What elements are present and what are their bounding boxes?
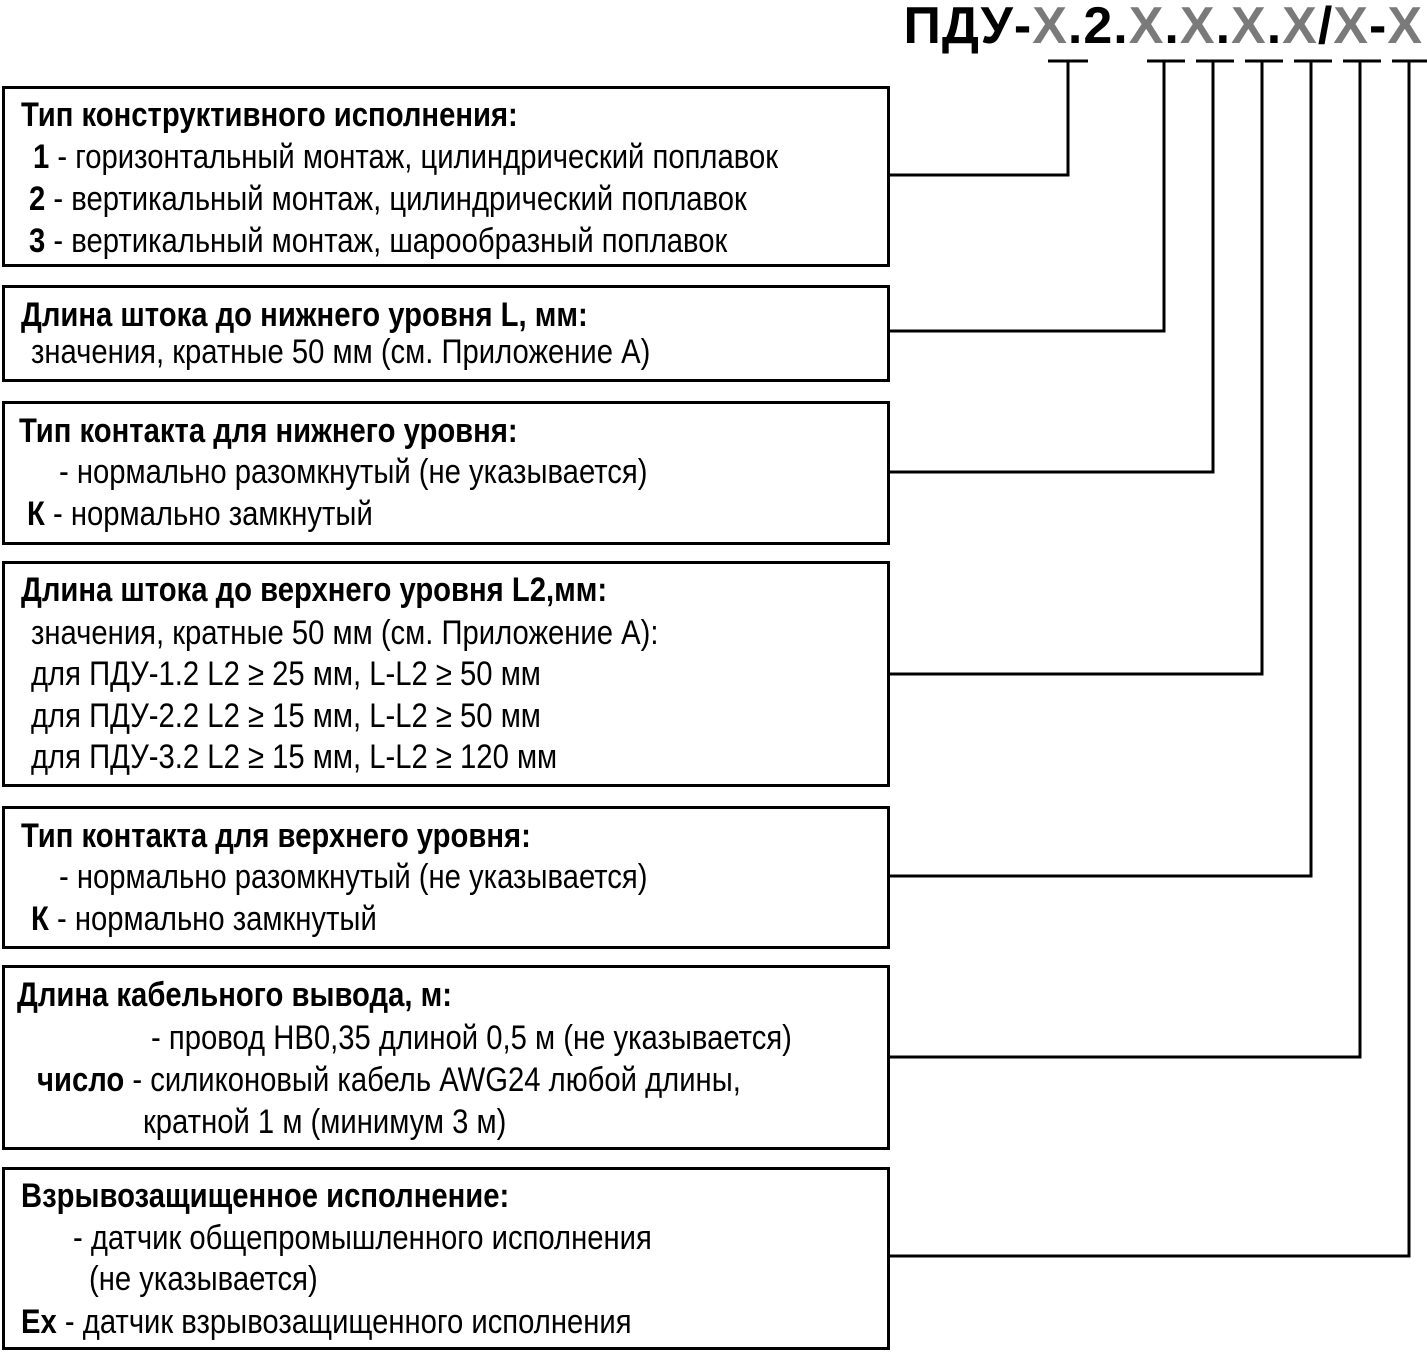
- code-sep: .: [1164, 0, 1180, 55]
- code-field-ex: X: [1387, 0, 1423, 55]
- code-sep: .2.: [1067, 0, 1129, 55]
- section-design-type: [2, 86, 890, 267]
- option-line: кратной 1 м (минимум 3 м): [143, 1103, 507, 1141]
- option-line: значения, кратные 50 мм (см. Приложение А): [31, 333, 651, 371]
- section-cable: [2, 965, 890, 1150]
- section-title: Длина штока до нижнего уровня L, мм:: [21, 296, 588, 334]
- section-title: Взрывозащищенное исполнение:: [21, 1177, 510, 1215]
- code-sep: .: [1215, 0, 1232, 55]
- section-title: Тип контакта для верхнего уровня:: [21, 817, 531, 855]
- option-line: - нормально разомкнутый (не указывается): [59, 453, 648, 491]
- option-line: значения, кратные 50 мм (см. Приложение А):: [31, 614, 659, 652]
- order-code: [903, 0, 1423, 56]
- code-sep: -: [1368, 0, 1388, 55]
- code-field-length-l: X: [1128, 0, 1165, 55]
- option-line: 1 - горизонтальный монтаж, цилиндрический поплавок: [33, 138, 779, 176]
- section-length-l2: [2, 561, 890, 787]
- option-line: 2 - вертикальный монтаж, цилиндрический поплавок: [29, 180, 747, 218]
- option-line: - датчик общепромышленного исполнения: [73, 1219, 652, 1257]
- option-line: Ex - датчик взрывозащищенного исполнения: [21, 1303, 632, 1341]
- leader-design: [890, 61, 1068, 175]
- code-field-contact-low: X: [1179, 0, 1216, 55]
- option-line: - нормально разомкнутый (не указывается): [59, 858, 648, 896]
- code-sep: /: [1317, 0, 1334, 55]
- section-title: Длина кабельного вывода, м:: [17, 976, 452, 1014]
- section-ex: [2, 1167, 890, 1350]
- leader-contact-low: [890, 61, 1213, 472]
- option-line: 3 - вертикальный монтаж, шарообразный поплавок: [29, 222, 728, 260]
- leader-contact-high: [890, 61, 1311, 876]
- option-line: число - силиконовый кабель AWG24 любой длины,: [37, 1061, 741, 1099]
- code-sep: .: [1266, 0, 1283, 55]
- code-field-contact-high: X: [1282, 0, 1318, 55]
- leader-ex: [888, 61, 1409, 1256]
- option-line: К - нормально замкнутый: [31, 900, 377, 938]
- code-prefix: ПДУ: [903, 0, 1014, 55]
- option-line: для ПДУ-2.2 L2 ≥ 15 мм, L-L2 ≥ 50 мм: [31, 697, 541, 735]
- section-contact-low: [2, 401, 890, 545]
- option-line: для ПДУ-1.2 L2 ≥ 25 мм, L-L2 ≥ 50 мм: [31, 655, 541, 693]
- code-field-length-l2: X: [1231, 0, 1267, 55]
- code-sep: -: [1013, 0, 1033, 55]
- section-title: Тип конструктивного исполнения:: [21, 96, 518, 134]
- option-line: (не указывается): [89, 1260, 318, 1298]
- code-field-cable: X: [1333, 0, 1369, 55]
- section-title: Длина штока до верхнего уровня L2,мм:: [21, 571, 608, 609]
- option-line: для ПДУ-3.2 L2 ≥ 15 мм, L-L2 ≥ 120 мм: [31, 738, 558, 776]
- section-contact-high: [2, 806, 890, 949]
- code-field-design: X: [1032, 0, 1068, 55]
- option-line: К - нормально замкнутый: [27, 495, 373, 533]
- leader-cable: [890, 61, 1360, 1057]
- leader-length-l2: [890, 61, 1262, 674]
- leader-length-l: [890, 61, 1164, 331]
- option-line: - провод НВ0,35 длиной 0,5 м (не указывается): [151, 1019, 792, 1057]
- section-title: Тип контакта для нижнего уровня:: [19, 412, 518, 450]
- section-length-l: [2, 285, 890, 382]
